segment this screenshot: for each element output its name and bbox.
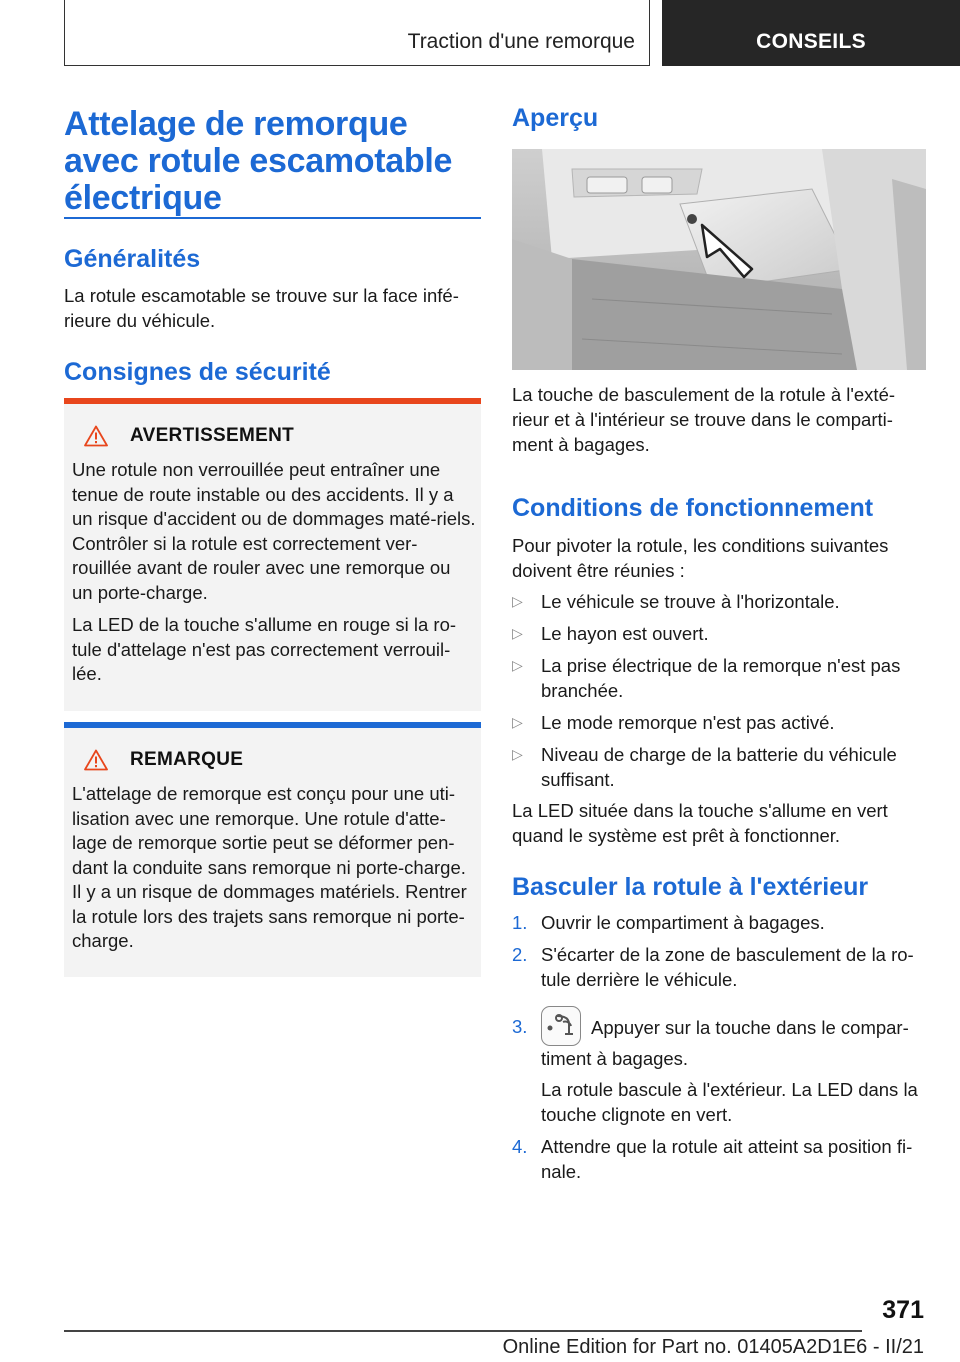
step-number: 4. — [512, 1136, 528, 1157]
triangle-bullet-icon: ▷ — [512, 746, 523, 762]
step-number: 3. — [512, 1016, 528, 1037]
warning-body — [72, 458, 476, 695]
step-number: 1. — [512, 912, 528, 933]
triangle-bullet-icon: ▷ — [512, 593, 523, 609]
hitch-button-icon — [541, 1006, 581, 1046]
triangle-bullet-icon: ▷ — [512, 625, 523, 641]
warning-triangle-icon — [84, 425, 108, 447]
list-item — [512, 1134, 926, 1184]
list-item: ▷ Niveau de charge de la batterie du véhicule suffisant. — [512, 744, 897, 790]
section-title: CONSEILS — [756, 30, 866, 53]
safety-heading: Consignes de sécurité — [64, 358, 331, 386]
note-box — [64, 722, 481, 977]
step-result: La rotule bascule à l'extérieur. La LED dans la touche clignote en vert. — [541, 1079, 918, 1125]
overview-heading: Aperçu — [512, 104, 599, 132]
edition-footer: Online Edition for Part no. 01405A2D1E6 - II/21 — [502, 1336, 924, 1358]
trunk-illustration — [512, 149, 926, 370]
list-item: ▷ Le hayon est ouvert. — [512, 623, 709, 644]
chapter-tab — [64, 0, 650, 66]
step-text: Attendre que la rotule ait atteint sa position fi-nale. — [541, 1136, 913, 1182]
triangle-bullet-icon: ▷ — [512, 714, 523, 730]
note-body — [72, 782, 476, 962]
note-header — [84, 749, 243, 771]
list-item: ▷ La prise électrique de la remorque n'est pas branchée. — [512, 655, 901, 701]
warning-paragraph: Une rotule non verrouillée peut entraîner une tenue de route instable ou des accidents. Il y a un risque d'accident ou de dommages maté-riels. Contrôler si la rotule est correctement ver-rouillée avant de rouler avec une remorque ou un porte-charge. — [72, 459, 476, 603]
step-text: Ouvrir le compartiment à bagages. — [541, 912, 825, 933]
section-tab — [662, 0, 960, 66]
warning-paragraph: La LED de la touche s'allume en rouge si la ro-tule d'attelage n'est pas correctement verrouil-lée. — [72, 614, 457, 684]
footer-rule — [64, 1330, 862, 1332]
conditions-intro: Pour pivoter la rotule, les conditions suivantes doivent être réunies : — [512, 535, 889, 581]
list-item — [512, 1006, 926, 1127]
chapter-title: Traction d'une remorque — [407, 30, 635, 53]
page-number: 371 — [882, 1296, 924, 1324]
conditions-list — [512, 589, 926, 799]
list-item: ▷ Le mode remorque n'est pas activé. — [512, 712, 835, 733]
step-number: 2. — [512, 944, 528, 965]
steps-list — [512, 910, 926, 1191]
list-item — [512, 942, 926, 992]
conditions-heading: Conditions de fonctionnement — [512, 494, 874, 522]
step-text: Appuyer sur la touche dans le compar-timent à bagages. — [541, 1017, 909, 1069]
swing-heading: Basculer la rotule à l'extérieur — [512, 873, 869, 901]
note-paragraph: L'attelage de remorque est conçu pour une uti-lisation avec une remorque. Une rotule d'atte-lage de remorque sortie peut se déformer pen-dant la conduite sans remorque ni porte-charge. Il y a un risque de dommages matériels. Rentrer la rotule lors des trajets sans remorque ni porte-charge. — [72, 783, 467, 951]
note-label: REMARQUE — [130, 749, 244, 770]
conditions-outro: La LED située dans la touche s'allume en vert quand le système est prêt à fonctionner. — [512, 800, 888, 846]
photo-caption: La touche de basculement de la rotule à l'exté-rieur et à l'intérieur se trouve dans le comparti-ment à bagages. — [512, 384, 896, 455]
trunk-photo — [512, 149, 926, 370]
warning-label: AVERTISSEMENT — [130, 425, 295, 446]
general-heading: Généralités — [64, 245, 201, 273]
page-title: Attelage de remorque avec rotule escamotable électrique — [64, 105, 453, 217]
page-header — [0, 0, 960, 66]
general-text: La rotule escamotable se trouve sur la face infé-rieure du véhicule. — [64, 285, 459, 331]
triangle-bullet-icon: ▷ — [512, 657, 523, 673]
step-text: S'écarter de la zone de basculement de la ro-tule derrière le véhicule. — [541, 944, 914, 990]
list-item — [512, 910, 926, 935]
note-bar — [64, 722, 481, 728]
list-item: ▷ Le véhicule se trouve à l'horizontale. — [512, 591, 840, 612]
title-rule — [64, 217, 481, 219]
note-triangle-icon — [84, 749, 108, 771]
warning-bar — [64, 398, 481, 404]
warning-header — [84, 425, 294, 447]
warning-box — [64, 398, 481, 711]
